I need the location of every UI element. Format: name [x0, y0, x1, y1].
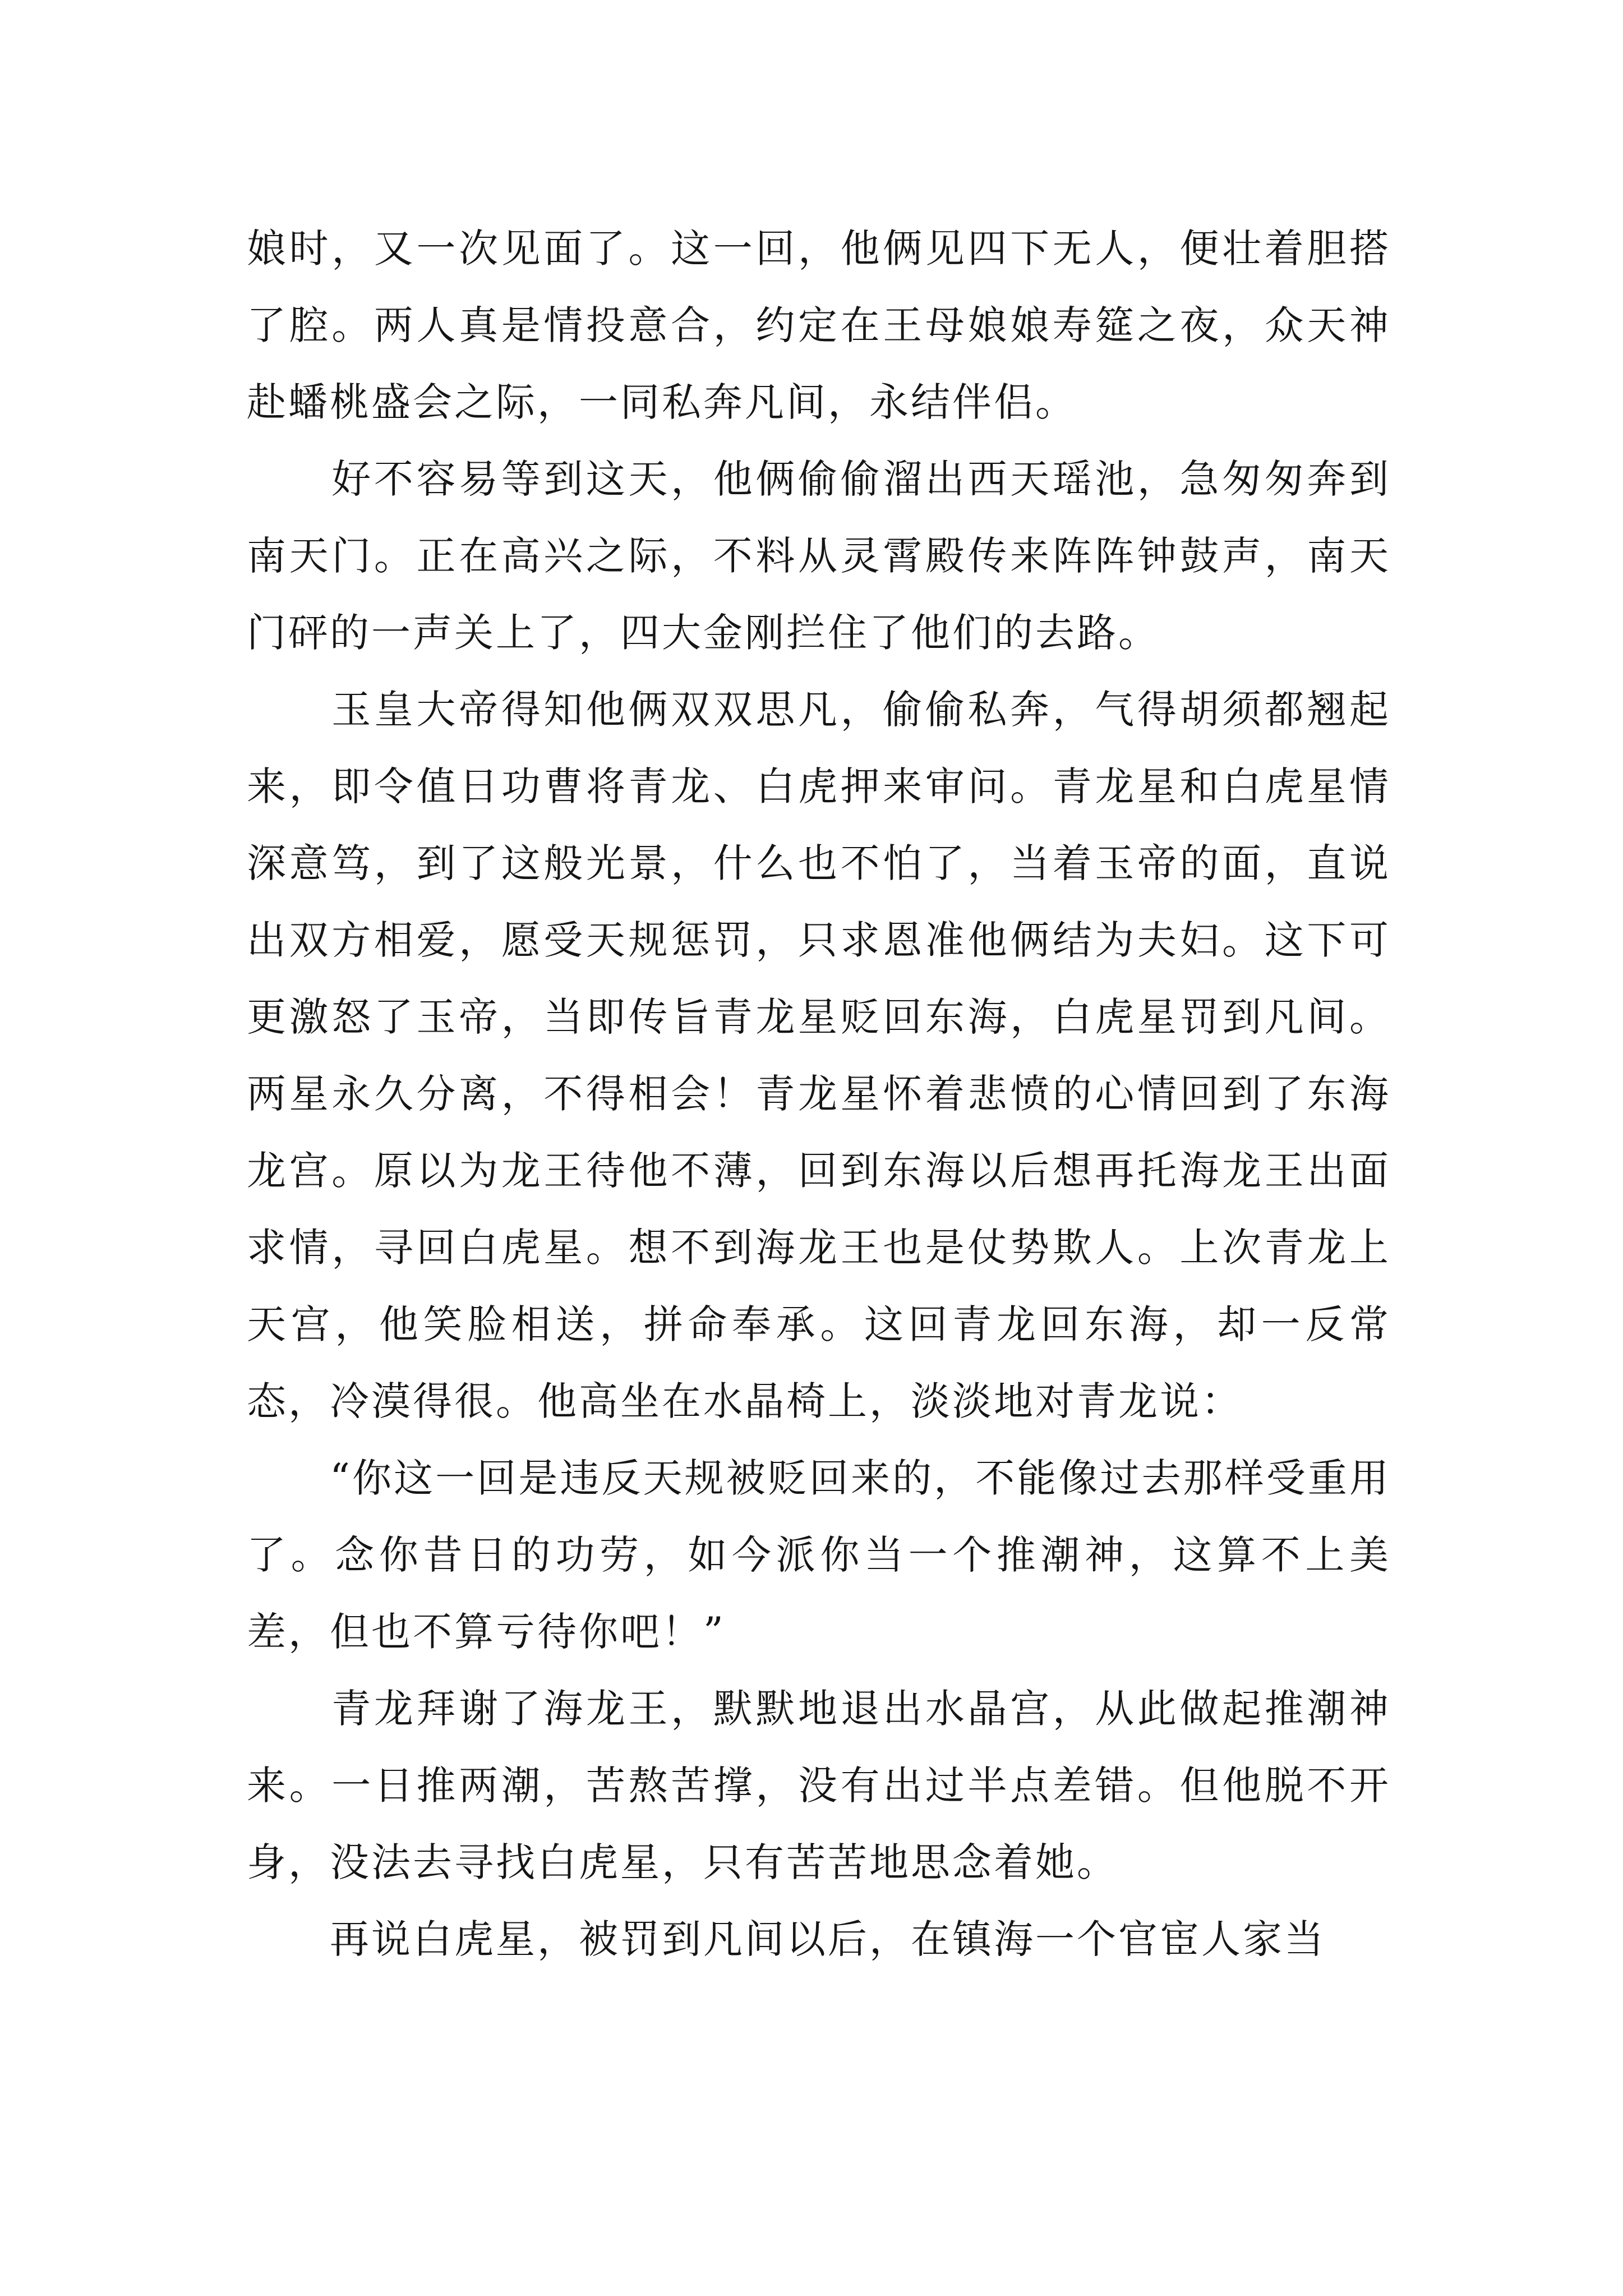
paragraph: 再说白虎星，被罚到凡间以后，在镇海一个官宦人家当 [247, 1916, 1326, 1962]
paragraph: “你这一回是违反天规被贬回来的，不能像过去那样受重用了。念你昔日的功劳，如今派你当一个推潮神，这算不上美差，但也不算亏待你吧！” [247, 1455, 1391, 1655]
paragraph: 玉皇大帝得知他俩双双思凡，偷偷私奔，气得胡须都翘起来，即令值日功曹将青龙、白虎押来审问。青龙星和白虎星情深意笃，到了这般光景，什么也不怕了，当着玉帝的面，直说出双方相爱，愿受天规惩罚，只求恩准他俩结为夫妇。这下可更激怒了玉帝，当即传旨青龙星贬回东海，白虎星罚到凡间。两星永久分离，不得相会！青龙星怀着悲愤的心情回到了东海龙宫。原以为龙王待他不薄，回到东海以后想再托海龙王出面求情，寻回白虎星。想不到海龙王也是仗势欺人。上次青龙上天宫，他笑脸相送，拼命奉承。这回青龙回东海，却一反常态，冷漠得很。他高坐在水晶椅上，淡淡地对青龙说： [247, 687, 1391, 1424]
paragraph: 青龙拜谢了海龙王，默默地退出水晶宫，从此做起推潮神来。一日推两潮，苦熬苦撑，没有出过半点差错。但他脱不开身，没法去寻找白虎星，只有苦苦地思念着她。 [247, 1686, 1391, 1885]
body-text [247, 210, 1391, 1978]
paragraph: 娘时，又一次见面了。这一回，他俩见四下无人，便壮着胆搭了腔。两人真是情投意合，约定在王母娘娘寿筵之夜，众天神赴蟠桃盛会之际，一同私奔凡间，永结伴侣。 [247, 226, 1391, 425]
paragraph: 好不容易等到这天，他俩偷偷溜出西天瑶池，急匆匆奔到南天门。正在高兴之际，不料从灵霄殿传来阵阵钟鼓声，南天门砰的一声关上了，四大金刚拦住了他们的去路。 [247, 456, 1391, 656]
